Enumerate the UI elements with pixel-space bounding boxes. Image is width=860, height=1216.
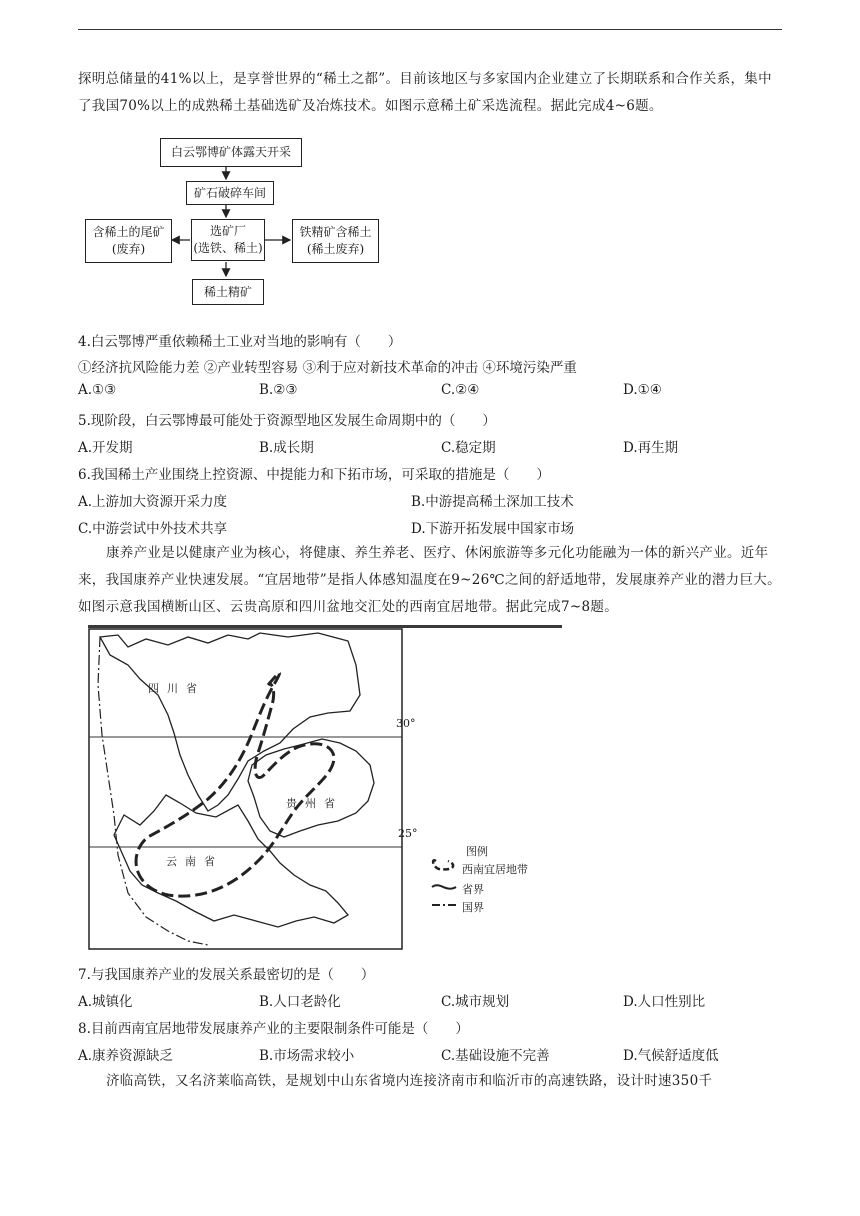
- label-guizhou: 贵州省: [286, 797, 343, 810]
- intro-paragraph: 探明总储量的41%以上，是享誉世界的“稀土之都”。目前该地区与多家国内企业建立了长期联系和合作关系，集中了我国70%以上的成熟稀土基础选矿及冶炼技术。如图示意稀土矿采选流程。据此完成4~6题。: [78, 71, 772, 114]
- kangyang-paragraph: 康养产业是以健康产业为核心，将健康、养生养老、医疗、休闲旅游等多元化功能融为一体的新兴产业。近年来，我国康养产业快速发展。“宜居地带”是指人体感知温度在9~26℃之间的舒适地带，发展康养产业的潜力巨大。如图示意我国横断山区、云贵高原和四川盆地交汇处的西南宜居地带。据此完成7~8题。: [78, 545, 781, 615]
- flow-tailings-line2: (废弃): [111, 242, 146, 256]
- flow-iron-line1: 铁精矿含稀土: [299, 225, 372, 239]
- flow-step-crushing: 矿石破碎车间: [186, 181, 274, 205]
- q6-options-row1: [78, 490, 784, 510]
- q5-option-c[interactable]: C.稳定期: [441, 440, 496, 456]
- label-yunnan: 云南省: [166, 855, 223, 868]
- q7-options: [78, 990, 784, 1010]
- flow-step-plant-line2: (选铁、稀土): [193, 241, 263, 255]
- q4-options: [78, 382, 784, 402]
- q8-option-c[interactable]: C.基础设施不完善: [441, 1048, 550, 1064]
- q8-stem: 8.目前西南宜居地带发展康养产业的主要限制条件可能是（ ）: [78, 1021, 469, 1037]
- q6-stem: 6.我国稀土产业围绕上控资源、中提能力和下拓市场，可采取的措施是（ ）: [78, 467, 550, 483]
- legend-title: 图例: [466, 845, 488, 858]
- q4-option-d[interactable]: D.①④: [623, 382, 662, 398]
- flow-iron-line2: (稀土废弃): [306, 242, 365, 256]
- q5-stem: 5.现阶段，白云鄂博最可能处于资源型地区发展生命周期中的（ ）: [78, 413, 496, 429]
- q4-statements: ①经济抗风险能力差 ②产业转型容易 ③利于应对新技术革命的冲击 ④环境污染严重: [78, 360, 577, 376]
- q7-option-c[interactable]: C.城市规划: [441, 994, 510, 1010]
- q5-option-d[interactable]: D.再生期: [623, 440, 679, 456]
- q6-option-c[interactable]: C.中游尝试中外技术共享: [78, 521, 228, 537]
- q6-options-row2: [78, 517, 784, 537]
- legend-province-border: 省界: [462, 883, 484, 896]
- label-lat-30: 30°: [396, 717, 416, 730]
- q4-option-c[interactable]: C.②④: [441, 382, 480, 398]
- q6-option-b[interactable]: B.中游提高稀土深加工技术: [411, 494, 574, 510]
- q6-option-a[interactable]: A.上游加大资源开采力度: [78, 494, 228, 510]
- q6-option-d[interactable]: D.下游开拓发展中国家市场: [411, 521, 575, 537]
- map-graphic: [88, 625, 563, 950]
- flow-step-plant-line1: 选矿厂: [209, 224, 246, 238]
- q7-stem: 7.与我国康养产业的发展关系最密切的是（ ）: [78, 967, 375, 983]
- flow-iron-concentrate: [292, 219, 379, 263]
- label-sichuan: 四川省: [148, 682, 205, 695]
- flow-step-mining: 白云鄂博矿体露天开采: [160, 138, 302, 167]
- q4-option-b[interactable]: B.②③: [259, 382, 298, 398]
- jilin-railway-paragraph: 济临高铁，又名济莱临高铁，是规划中山东省境内连接济南市和临沂市的高速铁路，设计时速350千: [106, 1073, 713, 1089]
- legend-national-border: 国界: [462, 901, 484, 914]
- q8-option-d[interactable]: D.气候舒适度低: [623, 1048, 719, 1064]
- q5-option-b[interactable]: B.成长期: [259, 440, 314, 456]
- q4-stem: 4.白云鄂博严重依赖稀土工业对当地的影响有（ ）: [78, 334, 402, 350]
- southwest-livable-zone-map: [88, 625, 563, 950]
- flow-tailings-line1: 含稀土的尾矿: [92, 225, 165, 239]
- q5-options: [78, 436, 784, 456]
- q7-option-a[interactable]: A.城镇化: [78, 994, 133, 1010]
- flow-tailings: [85, 219, 172, 263]
- flow-step-plant: [191, 219, 265, 261]
- label-lat-25: 25°: [398, 827, 418, 840]
- q7-option-b[interactable]: B.人口老龄化: [259, 994, 341, 1010]
- q4-option-a[interactable]: A.①③: [78, 382, 117, 398]
- q7-option-d[interactable]: D.人口性别比: [623, 994, 706, 1010]
- q5-option-a[interactable]: A.开发期: [78, 440, 133, 456]
- flowchart-connectors: [0, 0, 860, 320]
- q8-option-a[interactable]: A.康养资源缺乏: [78, 1048, 174, 1064]
- q8-option-b[interactable]: B.市场需求较小: [259, 1048, 355, 1064]
- flow-rare-earth-concentrate: 稀土精矿: [192, 279, 264, 305]
- legend-livable-zone: 西南宜居地带: [462, 863, 528, 876]
- q8-options: [78, 1044, 784, 1064]
